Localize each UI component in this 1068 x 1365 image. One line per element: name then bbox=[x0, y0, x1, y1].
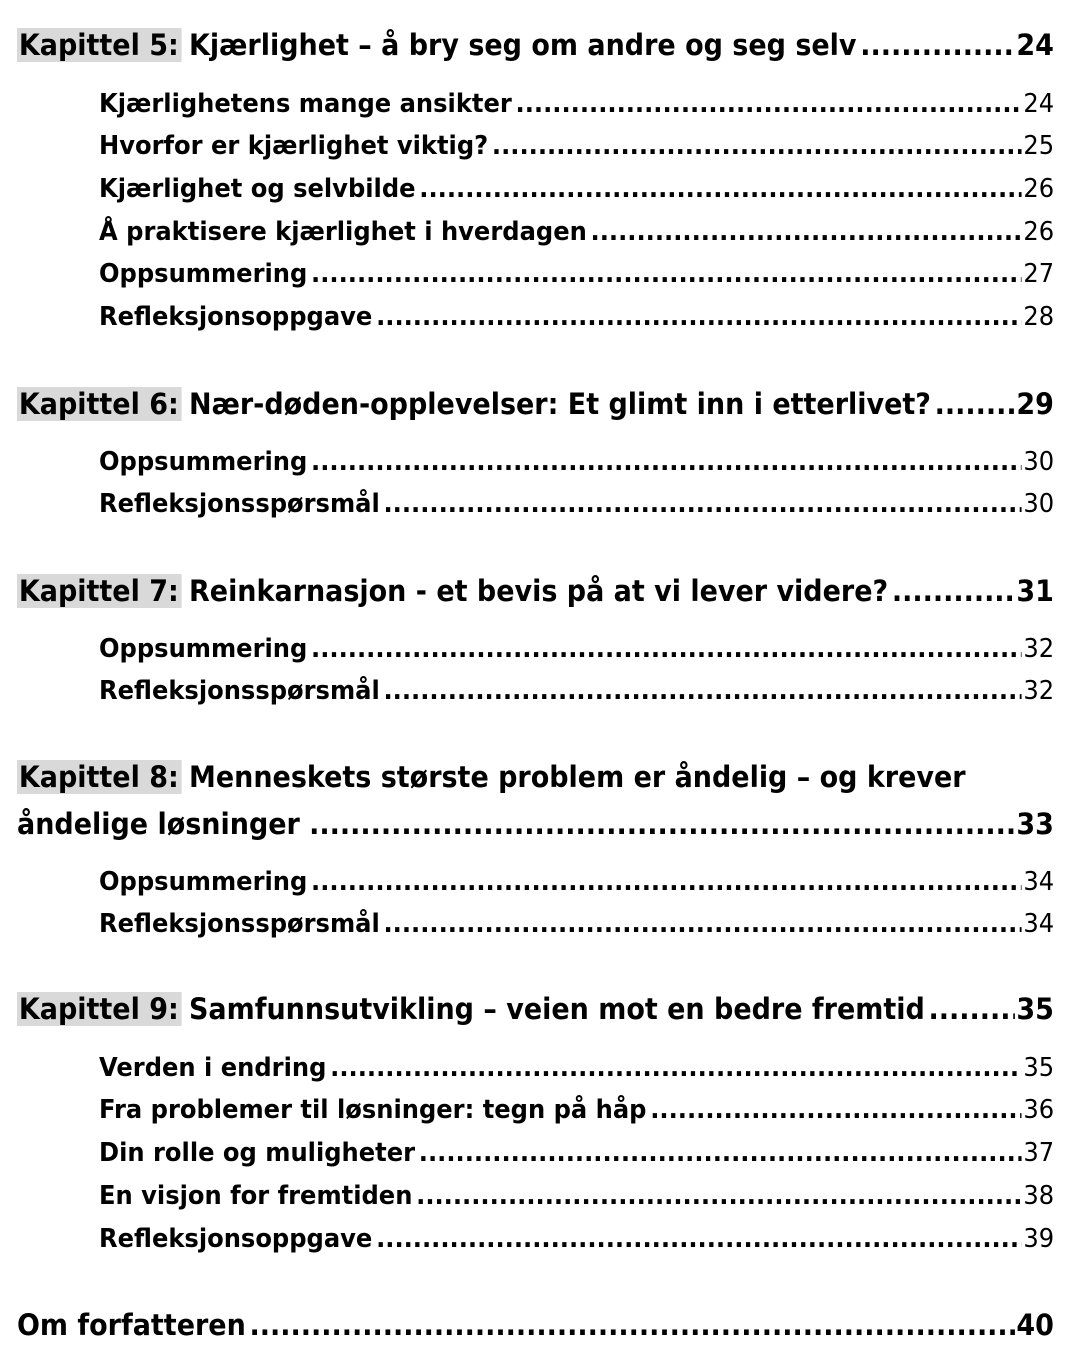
toc-entry[interactable] bbox=[99, 1181, 1054, 1211]
page-number: 25 bbox=[1023, 131, 1055, 161]
page-number: 34 bbox=[1023, 909, 1055, 939]
page-number: 33 bbox=[1016, 807, 1054, 841]
section-title: Din rolle og muligheter bbox=[99, 1138, 416, 1168]
page-number: 30 bbox=[1023, 489, 1055, 519]
leader-dots bbox=[929, 992, 1015, 1026]
section-title: Å praktisere kjærlighet i hverdagen bbox=[99, 217, 587, 247]
section-title: Fra problemer til løsninger: tegn på håp bbox=[99, 1095, 647, 1125]
page-number: 40 bbox=[1016, 1308, 1054, 1342]
chapter-title: Samfunnsutvikling – veien mot en bedre fremtid bbox=[189, 992, 925, 1026]
page-number: 28 bbox=[1023, 302, 1055, 332]
leader-dots bbox=[383, 489, 1021, 519]
page-number: 24 bbox=[1023, 89, 1055, 119]
page-number: 37 bbox=[1023, 1138, 1055, 1168]
toc-entry[interactable] bbox=[99, 89, 1054, 119]
section-title: Refleksjonsspørsmål bbox=[99, 909, 380, 939]
page-number: 36 bbox=[1023, 1095, 1055, 1125]
toc-entry[interactable] bbox=[99, 1053, 1054, 1083]
toc-entry[interactable] bbox=[99, 259, 1054, 289]
toc-entry[interactable] bbox=[99, 909, 1054, 939]
page-number: 38 bbox=[1023, 1181, 1055, 1211]
toc-entry[interactable] bbox=[99, 302, 1054, 332]
leader-dots bbox=[250, 1308, 1015, 1342]
section-title: Oppsummering bbox=[99, 447, 308, 477]
section-title: Oppsummering bbox=[99, 634, 308, 664]
chapter-label: Kapittel 6: bbox=[17, 387, 182, 421]
leader-dots bbox=[311, 259, 1021, 289]
chapter-title-line2: åndelige løsninger bbox=[17, 807, 300, 841]
page-number: 39 bbox=[1023, 1224, 1055, 1254]
section-title: Refleksjonsspørsmål bbox=[99, 676, 380, 706]
leader-dots bbox=[309, 807, 1014, 841]
page-number: 29 bbox=[1016, 387, 1054, 421]
section-title: Refleksjonsoppgave bbox=[99, 1224, 373, 1254]
section-title: Kjærlighet og selvbilde bbox=[99, 174, 416, 204]
toc-entry[interactable] bbox=[99, 174, 1054, 204]
toc-entry[interactable] bbox=[99, 634, 1054, 664]
toc-entry[interactable] bbox=[99, 447, 1054, 477]
chapter-title: Reinkarnasjon - et bevis på at vi lever videre? bbox=[189, 574, 889, 608]
toc-chapter-5[interactable] bbox=[17, 28, 1054, 62]
leader-dots bbox=[516, 89, 1022, 119]
leader-dots bbox=[311, 867, 1021, 897]
leader-dots bbox=[383, 676, 1021, 706]
leader-dots bbox=[383, 909, 1021, 939]
chapter-label: Kapittel 7: bbox=[17, 574, 182, 608]
leader-dots bbox=[419, 1138, 1022, 1168]
page-number: 26 bbox=[1023, 217, 1055, 247]
leader-dots bbox=[376, 302, 1021, 332]
section-title: Kjærlighetens mange ansikter bbox=[99, 89, 512, 119]
toc-chapter-8[interactable] bbox=[17, 807, 1054, 841]
toc-chapter-7[interactable] bbox=[17, 574, 1054, 608]
leader-dots bbox=[416, 1181, 1021, 1211]
toc-entry[interactable] bbox=[99, 1095, 1054, 1125]
leader-dots bbox=[330, 1053, 1021, 1083]
section-title: Hvorfor er kjærlighet viktig? bbox=[99, 131, 489, 161]
toc-entry[interactable] bbox=[99, 489, 1054, 519]
toc-chapter-8-line1[interactable] bbox=[17, 760, 966, 794]
section-title: Oppsummering bbox=[99, 867, 308, 897]
page-number: 32 bbox=[1023, 634, 1055, 664]
page-number: 30 bbox=[1023, 447, 1055, 477]
page-number: 24 bbox=[1016, 28, 1054, 62]
leader-dots bbox=[860, 28, 1014, 62]
page-number: 31 bbox=[1016, 574, 1054, 608]
chapter-label: Kapittel 9: bbox=[17, 992, 182, 1026]
chapter-title-line1: Menneskets største problem er åndelig – og krever bbox=[189, 760, 966, 794]
chapter-label: Kapittel 5: bbox=[17, 28, 182, 62]
leader-dots bbox=[892, 574, 1015, 608]
leader-dots bbox=[591, 217, 1022, 247]
section-title: Oppsummering bbox=[99, 259, 308, 289]
leader-dots bbox=[935, 387, 1015, 421]
toc-entry[interactable] bbox=[99, 676, 1054, 706]
toc-chapter-9[interactable] bbox=[17, 992, 1054, 1026]
chapter-title: Nær-døden-opplevelser: Et glimt inn i etterlivet? bbox=[189, 387, 931, 421]
page-number: 35 bbox=[1016, 992, 1054, 1026]
toc-entry[interactable] bbox=[99, 131, 1054, 161]
section-title: Refleksjonsspørsmål bbox=[99, 489, 380, 519]
page-number: 32 bbox=[1023, 676, 1055, 706]
leader-dots bbox=[419, 174, 1021, 204]
leader-dots bbox=[311, 447, 1021, 477]
chapter-title: Kjærlighet – å bry seg om andre og seg selv bbox=[189, 28, 857, 62]
toc-entry[interactable] bbox=[99, 1138, 1054, 1168]
section-title: En visjon for fremtiden bbox=[99, 1181, 413, 1211]
chapter-label: Kapittel 8: bbox=[17, 760, 182, 794]
section-title: Verden i endring bbox=[99, 1053, 327, 1083]
toc-entry[interactable] bbox=[99, 217, 1054, 247]
page-number: 27 bbox=[1023, 259, 1055, 289]
leader-dots bbox=[311, 634, 1021, 664]
toc-entry[interactable] bbox=[99, 867, 1054, 897]
chapter-title: Om forfatteren bbox=[17, 1308, 246, 1342]
page-number: 34 bbox=[1023, 867, 1055, 897]
page-number: 26 bbox=[1023, 174, 1055, 204]
toc-chapter-6[interactable] bbox=[17, 387, 1054, 421]
leader-dots bbox=[376, 1224, 1021, 1254]
leader-dots bbox=[650, 1095, 1021, 1125]
toc-about-author[interactable] bbox=[17, 1308, 1054, 1342]
section-title: Refleksjonsoppgave bbox=[99, 302, 373, 332]
leader-dots bbox=[492, 131, 1022, 161]
page-number: 35 bbox=[1023, 1053, 1055, 1083]
toc-entry[interactable] bbox=[99, 1224, 1054, 1254]
